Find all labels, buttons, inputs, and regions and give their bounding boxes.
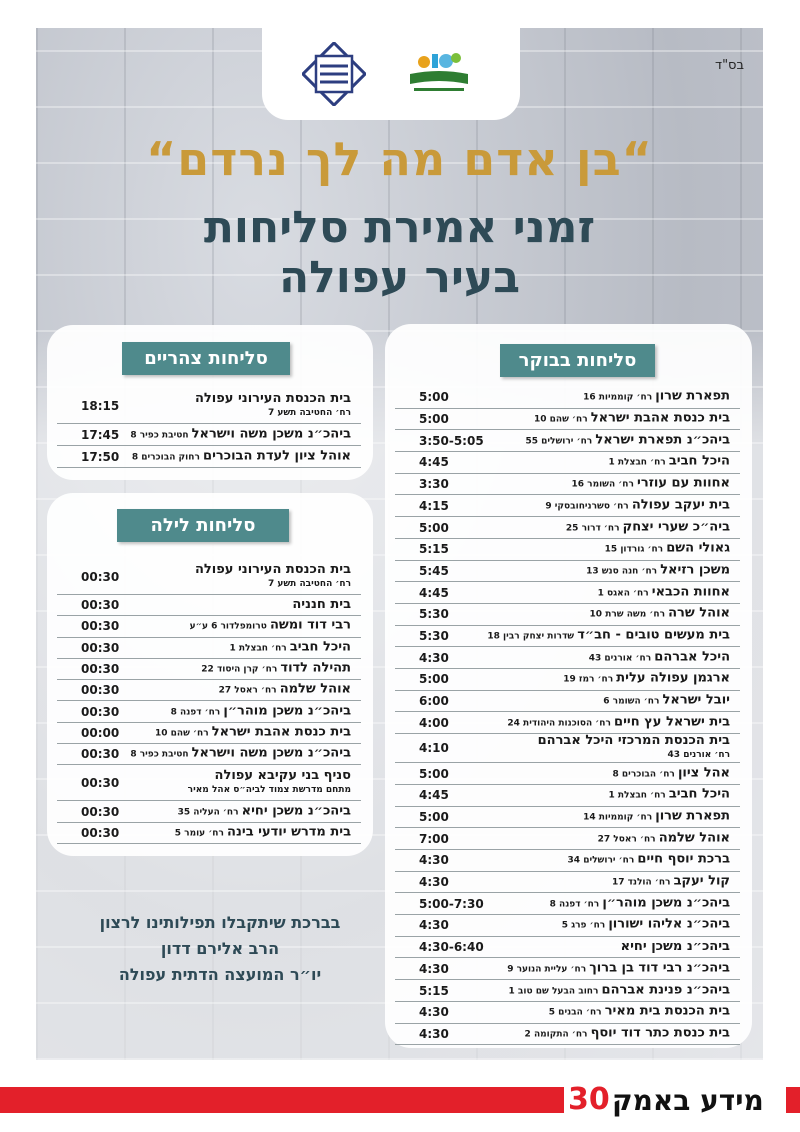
table-row bbox=[395, 409, 740, 431]
table-row bbox=[395, 582, 740, 604]
synagogue-name bbox=[178, 804, 351, 819]
synagogue-address: רח׳ פרג 5 bbox=[561, 920, 609, 931]
synagogue-title: ביהכ״נ משכן משה וישראל bbox=[191, 745, 351, 761]
synagogue-name bbox=[201, 662, 351, 677]
table-row bbox=[395, 647, 740, 669]
synagogue-name bbox=[525, 1026, 730, 1041]
synagogue-name bbox=[568, 853, 730, 868]
synagogue-name bbox=[292, 598, 351, 612]
table-row bbox=[395, 539, 740, 561]
night-heading: סליחות לילה bbox=[117, 509, 289, 542]
table-row bbox=[57, 680, 361, 701]
synagogue-title: בית כנסת אהבת ישראל bbox=[590, 410, 730, 426]
synagogue-name bbox=[583, 809, 730, 824]
table-row bbox=[395, 561, 740, 583]
selichot-time: 4:30-6:40 bbox=[419, 940, 484, 955]
synagogue-name bbox=[534, 412, 730, 427]
synagogue-address: רחוב הבעל שם טוב 1 bbox=[508, 986, 602, 997]
table-row bbox=[57, 823, 361, 844]
synagogue-address: רח׳ הבנים 5 bbox=[548, 1007, 605, 1018]
table-row bbox=[395, 937, 740, 959]
selichot-time: 4:45 bbox=[419, 585, 449, 600]
selichot-time: 4:30 bbox=[419, 1026, 449, 1041]
magazine-brand: מידע באמק bbox=[612, 1084, 764, 1117]
synagogue-address: שדרות יצחק רבין 18 bbox=[487, 631, 578, 642]
selichot-time: 4:10 bbox=[419, 741, 449, 756]
selichot-time: 00:30 bbox=[81, 683, 120, 698]
afternoon-heading: סליחות צהריים bbox=[122, 342, 290, 375]
synagogue-name bbox=[545, 498, 730, 513]
synagogue-address: רח׳ חבצלת 1 bbox=[229, 643, 290, 654]
selichot-time: 4:30 bbox=[419, 961, 449, 976]
table-row bbox=[395, 452, 740, 474]
afternoon-schedule-panel bbox=[47, 325, 373, 480]
selichot-time: 00:30 bbox=[81, 825, 120, 840]
synagogue-name bbox=[566, 520, 730, 535]
synagogue-address: רח׳ הסוכנות היהודית 24 bbox=[507, 718, 615, 729]
table-row bbox=[57, 744, 361, 765]
synagogue-address: רח׳ החטיבה תשע 7 bbox=[267, 578, 351, 589]
synagogue-name bbox=[195, 563, 351, 591]
synagogue-title: בית הכנסת המרכזי היכל אברהם bbox=[537, 733, 730, 749]
table-row bbox=[395, 785, 740, 807]
selichot-time: 00:30 bbox=[81, 662, 120, 677]
table-row bbox=[395, 387, 740, 409]
selichot-time: 18:15 bbox=[81, 398, 120, 413]
synagogue-name bbox=[603, 694, 730, 709]
table-row bbox=[57, 723, 361, 744]
synagogue-title: אוהל שרה bbox=[668, 605, 730, 621]
synagogue-address: רח׳ משה שרת 10 bbox=[589, 609, 669, 620]
synagogue-title: ביהכ״נ תפארת ישראל bbox=[595, 432, 730, 448]
selichot-time: 4:00 bbox=[419, 715, 449, 730]
synagogue-name bbox=[550, 896, 730, 911]
synagogue-title: ביהכ״נ משכן יחיא bbox=[620, 939, 730, 955]
synagogue-address: רח׳ השומר 6 bbox=[603, 696, 663, 707]
table-row bbox=[395, 496, 740, 518]
selichot-time: 4:15 bbox=[419, 498, 449, 513]
synagogue-name bbox=[562, 918, 730, 933]
synagogue-name bbox=[571, 477, 730, 492]
selichot-time: 00:30 bbox=[81, 804, 120, 819]
synagogue-address: רח׳ עליית הנוער 9 bbox=[507, 964, 590, 975]
synagogue-name bbox=[598, 585, 730, 600]
table-row bbox=[57, 595, 361, 616]
synagogue-title: תפארת שרון bbox=[655, 388, 730, 404]
selichot-time: 4:45 bbox=[419, 788, 449, 803]
synagogue-title: תהילה לדוד bbox=[280, 660, 351, 676]
synagogue-address: מתחם מדרשת צמוד לביה״ס אהל מאיר bbox=[187, 784, 351, 795]
synagogue-address: רח׳ קוממיות 16 bbox=[583, 392, 656, 403]
synagogue-name bbox=[195, 392, 351, 420]
selichot-time: 5:00 bbox=[419, 412, 449, 427]
synagogue-address: רח׳ חבצלת 1 bbox=[608, 457, 669, 468]
synagogue-title: אחוות הכבאי bbox=[651, 584, 730, 600]
synagogue-title: רבי דוד ומשה bbox=[269, 617, 351, 633]
selichot-time: 4:45 bbox=[419, 455, 449, 470]
synagogue-address: רח׳ סשרניחובסקי 9 bbox=[545, 501, 632, 512]
synagogue-title: בית כנסת אהבת ישראל bbox=[211, 724, 351, 740]
selichot-time: 00:00 bbox=[81, 725, 120, 740]
synagogue-name bbox=[130, 427, 351, 442]
table-row bbox=[395, 691, 740, 713]
selichot-time: 5:00 bbox=[419, 672, 449, 687]
selichot-time: 5:30 bbox=[419, 607, 449, 622]
selichot-time: 5:00-7:30 bbox=[419, 896, 484, 911]
selichot-time: 6:00 bbox=[419, 694, 449, 709]
table-row bbox=[57, 424, 361, 446]
synagogue-name bbox=[549, 1005, 730, 1020]
table-row bbox=[57, 659, 361, 680]
synagogue-name bbox=[487, 629, 730, 644]
synagogue-address: רח׳ ירושלים 55 bbox=[525, 436, 596, 447]
morning-heading: סליחות בבוקר bbox=[500, 344, 655, 377]
page-title-line-1: זמני אמירת סליחות bbox=[203, 202, 596, 253]
table-row bbox=[57, 559, 361, 595]
blessing-line-1: בברכת שיתקבלו תפילותינו לרצון bbox=[99, 913, 341, 932]
selichot-time: 4:30 bbox=[419, 1005, 449, 1020]
selichot-time: 5:30 bbox=[419, 629, 449, 644]
synagogue-title: בית ישראל עץ חיים bbox=[614, 714, 730, 730]
selichot-time: 4:30 bbox=[419, 918, 449, 933]
table-row bbox=[57, 765, 361, 801]
table-row bbox=[57, 616, 361, 637]
synagogue-title: בית כנסת כתר דוד יוסף bbox=[590, 1025, 730, 1041]
synagogue-title: בית הכנסת העירוני עפולה bbox=[194, 390, 351, 406]
synagogue-name bbox=[525, 433, 730, 448]
synagogue-title: אהל ציון bbox=[677, 765, 730, 781]
selichot-time: 7:00 bbox=[419, 831, 449, 846]
table-row bbox=[395, 626, 740, 648]
table-row bbox=[57, 446, 361, 468]
synagogue-address: רח׳ שהם 10 bbox=[533, 414, 591, 425]
table-row bbox=[395, 872, 740, 894]
synagogue-title: אחוות עם עוזרי bbox=[637, 475, 730, 491]
synagogue-address: רח׳ העליה 35 bbox=[177, 807, 242, 818]
selichot-time: 00:30 bbox=[81, 775, 120, 790]
synagogue-name bbox=[583, 390, 730, 405]
synagogue-address: רח׳ התקומה 2 bbox=[524, 1029, 591, 1040]
synagogue-name bbox=[608, 455, 730, 470]
selichot-time: 4:30 bbox=[419, 650, 449, 665]
selichot-time: 00:30 bbox=[81, 569, 120, 584]
selichot-time: 00:30 bbox=[81, 598, 120, 613]
table-row bbox=[395, 669, 740, 691]
blessing-line-2: הרב אלירם דדון bbox=[160, 939, 280, 958]
synagogue-title: בית יעקב עפולה bbox=[631, 497, 730, 513]
synagogue-name bbox=[188, 769, 351, 797]
selichot-time: 5:00 bbox=[419, 766, 449, 781]
synagogue-address: רח׳ שהם 10 bbox=[154, 728, 212, 739]
synagogue-address: רח׳ דפנה 8 bbox=[549, 899, 603, 910]
synagogue-name bbox=[538, 734, 730, 762]
synagogue-title: בית הכנסת העירוני עפולה bbox=[194, 561, 351, 577]
table-row bbox=[57, 388, 361, 424]
synagogue-name bbox=[621, 940, 730, 954]
synagogue-address: חטיבת כפיר 8 bbox=[130, 430, 192, 440]
synagogue-title: אוהל שלמה bbox=[279, 681, 351, 697]
synagogue-address: רח׳ הולנד 17 bbox=[611, 877, 674, 888]
synagogue-address: רח׳ ראסל 27 bbox=[218, 685, 280, 696]
synagogue-name bbox=[507, 715, 730, 730]
selichot-time: 00:30 bbox=[81, 704, 120, 719]
table-row bbox=[395, 713, 740, 735]
synagogue-name bbox=[563, 672, 730, 687]
synagogue-address: רח׳ ראסל 27 bbox=[597, 834, 659, 845]
table-row bbox=[395, 980, 740, 1002]
table-row bbox=[395, 915, 740, 937]
synagogue-name bbox=[130, 747, 351, 762]
synagogue-address: רח׳ חנה סנש 13 bbox=[586, 566, 661, 577]
synagogue-title: ביה״כ שערי יצחק bbox=[622, 519, 730, 535]
synagogue-title: ברכת יוסף חיים bbox=[637, 851, 730, 867]
synagogue-address: רח׳ דפנה 8 bbox=[170, 707, 224, 718]
selichot-time: 3:50-5:05 bbox=[419, 433, 484, 448]
logo-tab bbox=[262, 28, 520, 120]
night-schedule-panel bbox=[47, 493, 373, 856]
selichot-time: 4:30 bbox=[419, 875, 449, 890]
synagogue-name bbox=[507, 961, 730, 976]
bsd-mark: בס"ד bbox=[714, 58, 744, 73]
synagogue-address: רח׳ דרור 25 bbox=[565, 523, 623, 534]
synagogue-address: חטיבת כפיר 8 bbox=[130, 749, 192, 760]
synagogue-title: בית מדרש יודעי בינה bbox=[227, 824, 351, 840]
synagogue-title: אוהל ציון לעדת הבוכרים bbox=[203, 448, 351, 463]
synagogue-address: רחוק הבוכרים 8 bbox=[131, 452, 204, 462]
synagogue-title: ביהכ״נ משכן יחיא bbox=[241, 803, 351, 819]
synagogue-name bbox=[608, 788, 730, 803]
synagogue-name bbox=[155, 725, 351, 740]
synagogue-address: טרומפלדור 6 ע״ע bbox=[189, 621, 270, 632]
synagogue-name bbox=[613, 766, 731, 781]
synagogue-address: רח׳ ירושלים 34 bbox=[567, 855, 638, 866]
synagogue-name bbox=[605, 542, 730, 557]
table-row bbox=[57, 702, 361, 723]
synagogue-title: היכל חביב bbox=[668, 786, 730, 802]
selichot-time: 3:30 bbox=[419, 477, 449, 492]
table-row bbox=[395, 828, 740, 850]
synagogue-name bbox=[229, 640, 351, 655]
selichot-time: 5:00 bbox=[419, 809, 449, 824]
synagogue-address: רח׳ קרן היסוד 22 bbox=[201, 664, 281, 675]
synagogue-name bbox=[586, 563, 730, 578]
synagogue-title: אוהל שלמה bbox=[658, 830, 730, 846]
selichot-time: 00:30 bbox=[81, 747, 120, 762]
blessing-line-3: יו״ר המועצה הדתית עפולה bbox=[118, 965, 322, 984]
synagogue-title: סניף בני עקיבא עפולה bbox=[214, 767, 351, 783]
synagogue-address: רח׳ השומר 16 bbox=[571, 479, 638, 490]
synagogue-title: ביהכ״נ משכן משה וישראל bbox=[191, 426, 351, 441]
religious-council-logo bbox=[302, 42, 366, 106]
quote-heading: “בן אדם מה לך נרדם“ bbox=[146, 132, 653, 186]
selichot-time: 00:30 bbox=[81, 619, 120, 634]
synagogue-name bbox=[132, 449, 351, 464]
table-row bbox=[395, 734, 740, 763]
synagogue-title: ביהכ״נ רבי דוד בן ברוך bbox=[589, 960, 730, 976]
synagogue-name bbox=[589, 650, 730, 665]
synagogue-title: ביהכ״נ משכן מוהר״ן bbox=[223, 703, 351, 719]
table-row bbox=[395, 1024, 740, 1046]
synagogue-address: רח׳ החטיבה תשע 7 bbox=[267, 407, 351, 418]
synagogue-title: יובל ישראל bbox=[662, 692, 730, 708]
synagogue-name bbox=[509, 983, 730, 998]
synagogue-address: רח׳ גורדון 15 bbox=[604, 544, 667, 555]
synagogue-address: רח׳ רמז 19 bbox=[563, 674, 617, 685]
table-row bbox=[395, 430, 740, 452]
selichot-time: 5:00 bbox=[419, 390, 449, 405]
table-row bbox=[395, 763, 740, 785]
afula-city-logo bbox=[402, 48, 476, 98]
synagogue-title: גאולי השם bbox=[666, 540, 730, 556]
synagogue-title: היכל חביב bbox=[289, 639, 351, 655]
synagogue-title: היכל חביב bbox=[668, 453, 730, 469]
synagogue-name bbox=[612, 875, 730, 890]
synagogue-name bbox=[190, 619, 351, 634]
selichot-time: 4:30 bbox=[419, 853, 449, 868]
synagogue-title: משכן רזיאל bbox=[660, 562, 730, 578]
synagogue-name bbox=[175, 825, 351, 840]
synagogue-title: ביהכ״נ אליהו ישורון bbox=[608, 916, 730, 932]
synagogue-title: היכל אברהם bbox=[654, 649, 730, 665]
table-row bbox=[395, 893, 740, 915]
selichot-time: 17:50 bbox=[81, 449, 120, 464]
synagogue-title: תפארת שרון bbox=[655, 808, 730, 824]
synagogue-address: רח׳ אורנים 43 bbox=[588, 653, 655, 664]
synagogue-name bbox=[219, 683, 351, 698]
synagogue-title: ארגמן עפולה עלית bbox=[616, 670, 730, 686]
synagogue-address: רח׳ הבוכרים 8 bbox=[612, 769, 678, 780]
synagogue-address: רח׳ קוממיות 14 bbox=[583, 812, 656, 823]
morning-schedule-panel bbox=[385, 324, 752, 1048]
selichot-time: 17:45 bbox=[81, 427, 120, 442]
synagogue-title: בית מעשים טובים - חב״ד bbox=[577, 627, 730, 643]
table-row bbox=[395, 604, 740, 626]
synagogue-title: קול יעקב bbox=[673, 873, 730, 889]
selichot-time: 5:00 bbox=[419, 520, 449, 535]
selichot-time: 5:45 bbox=[419, 563, 449, 578]
table-row bbox=[57, 638, 361, 659]
synagogue-address: רח׳ עומר 5 bbox=[174, 828, 228, 839]
table-row bbox=[395, 1002, 740, 1024]
table-row bbox=[395, 807, 740, 829]
table-row bbox=[395, 959, 740, 981]
table-row bbox=[395, 850, 740, 872]
synagogue-name bbox=[171, 704, 351, 719]
synagogue-title: בית חנניה bbox=[292, 597, 351, 613]
synagogue-title: ביהכ״נ משכן מוהר״ן bbox=[602, 895, 730, 911]
synagogue-address: רח׳ חבצלת 1 bbox=[608, 790, 669, 801]
selichot-time: 5:15 bbox=[419, 983, 449, 998]
table-row bbox=[395, 517, 740, 539]
synagogue-title: בית הכנסת בית מאיר bbox=[604, 1003, 730, 1019]
synagogue-title: ביהכ״נ פנינת אברהם bbox=[601, 982, 730, 998]
selichot-time: 00:30 bbox=[81, 640, 120, 655]
synagogue-address: רח׳ אורנים 43 bbox=[667, 750, 730, 761]
table-row bbox=[57, 801, 361, 822]
synagogue-address: רח׳ האגס 1 bbox=[597, 588, 652, 599]
page-title-line-2: בעיר עפולה bbox=[278, 252, 521, 303]
synagogue-name bbox=[590, 607, 730, 622]
selichot-time: 5:15 bbox=[419, 542, 449, 557]
page-number: 30 bbox=[568, 1082, 610, 1117]
synagogue-name bbox=[598, 831, 730, 846]
table-row bbox=[395, 474, 740, 496]
